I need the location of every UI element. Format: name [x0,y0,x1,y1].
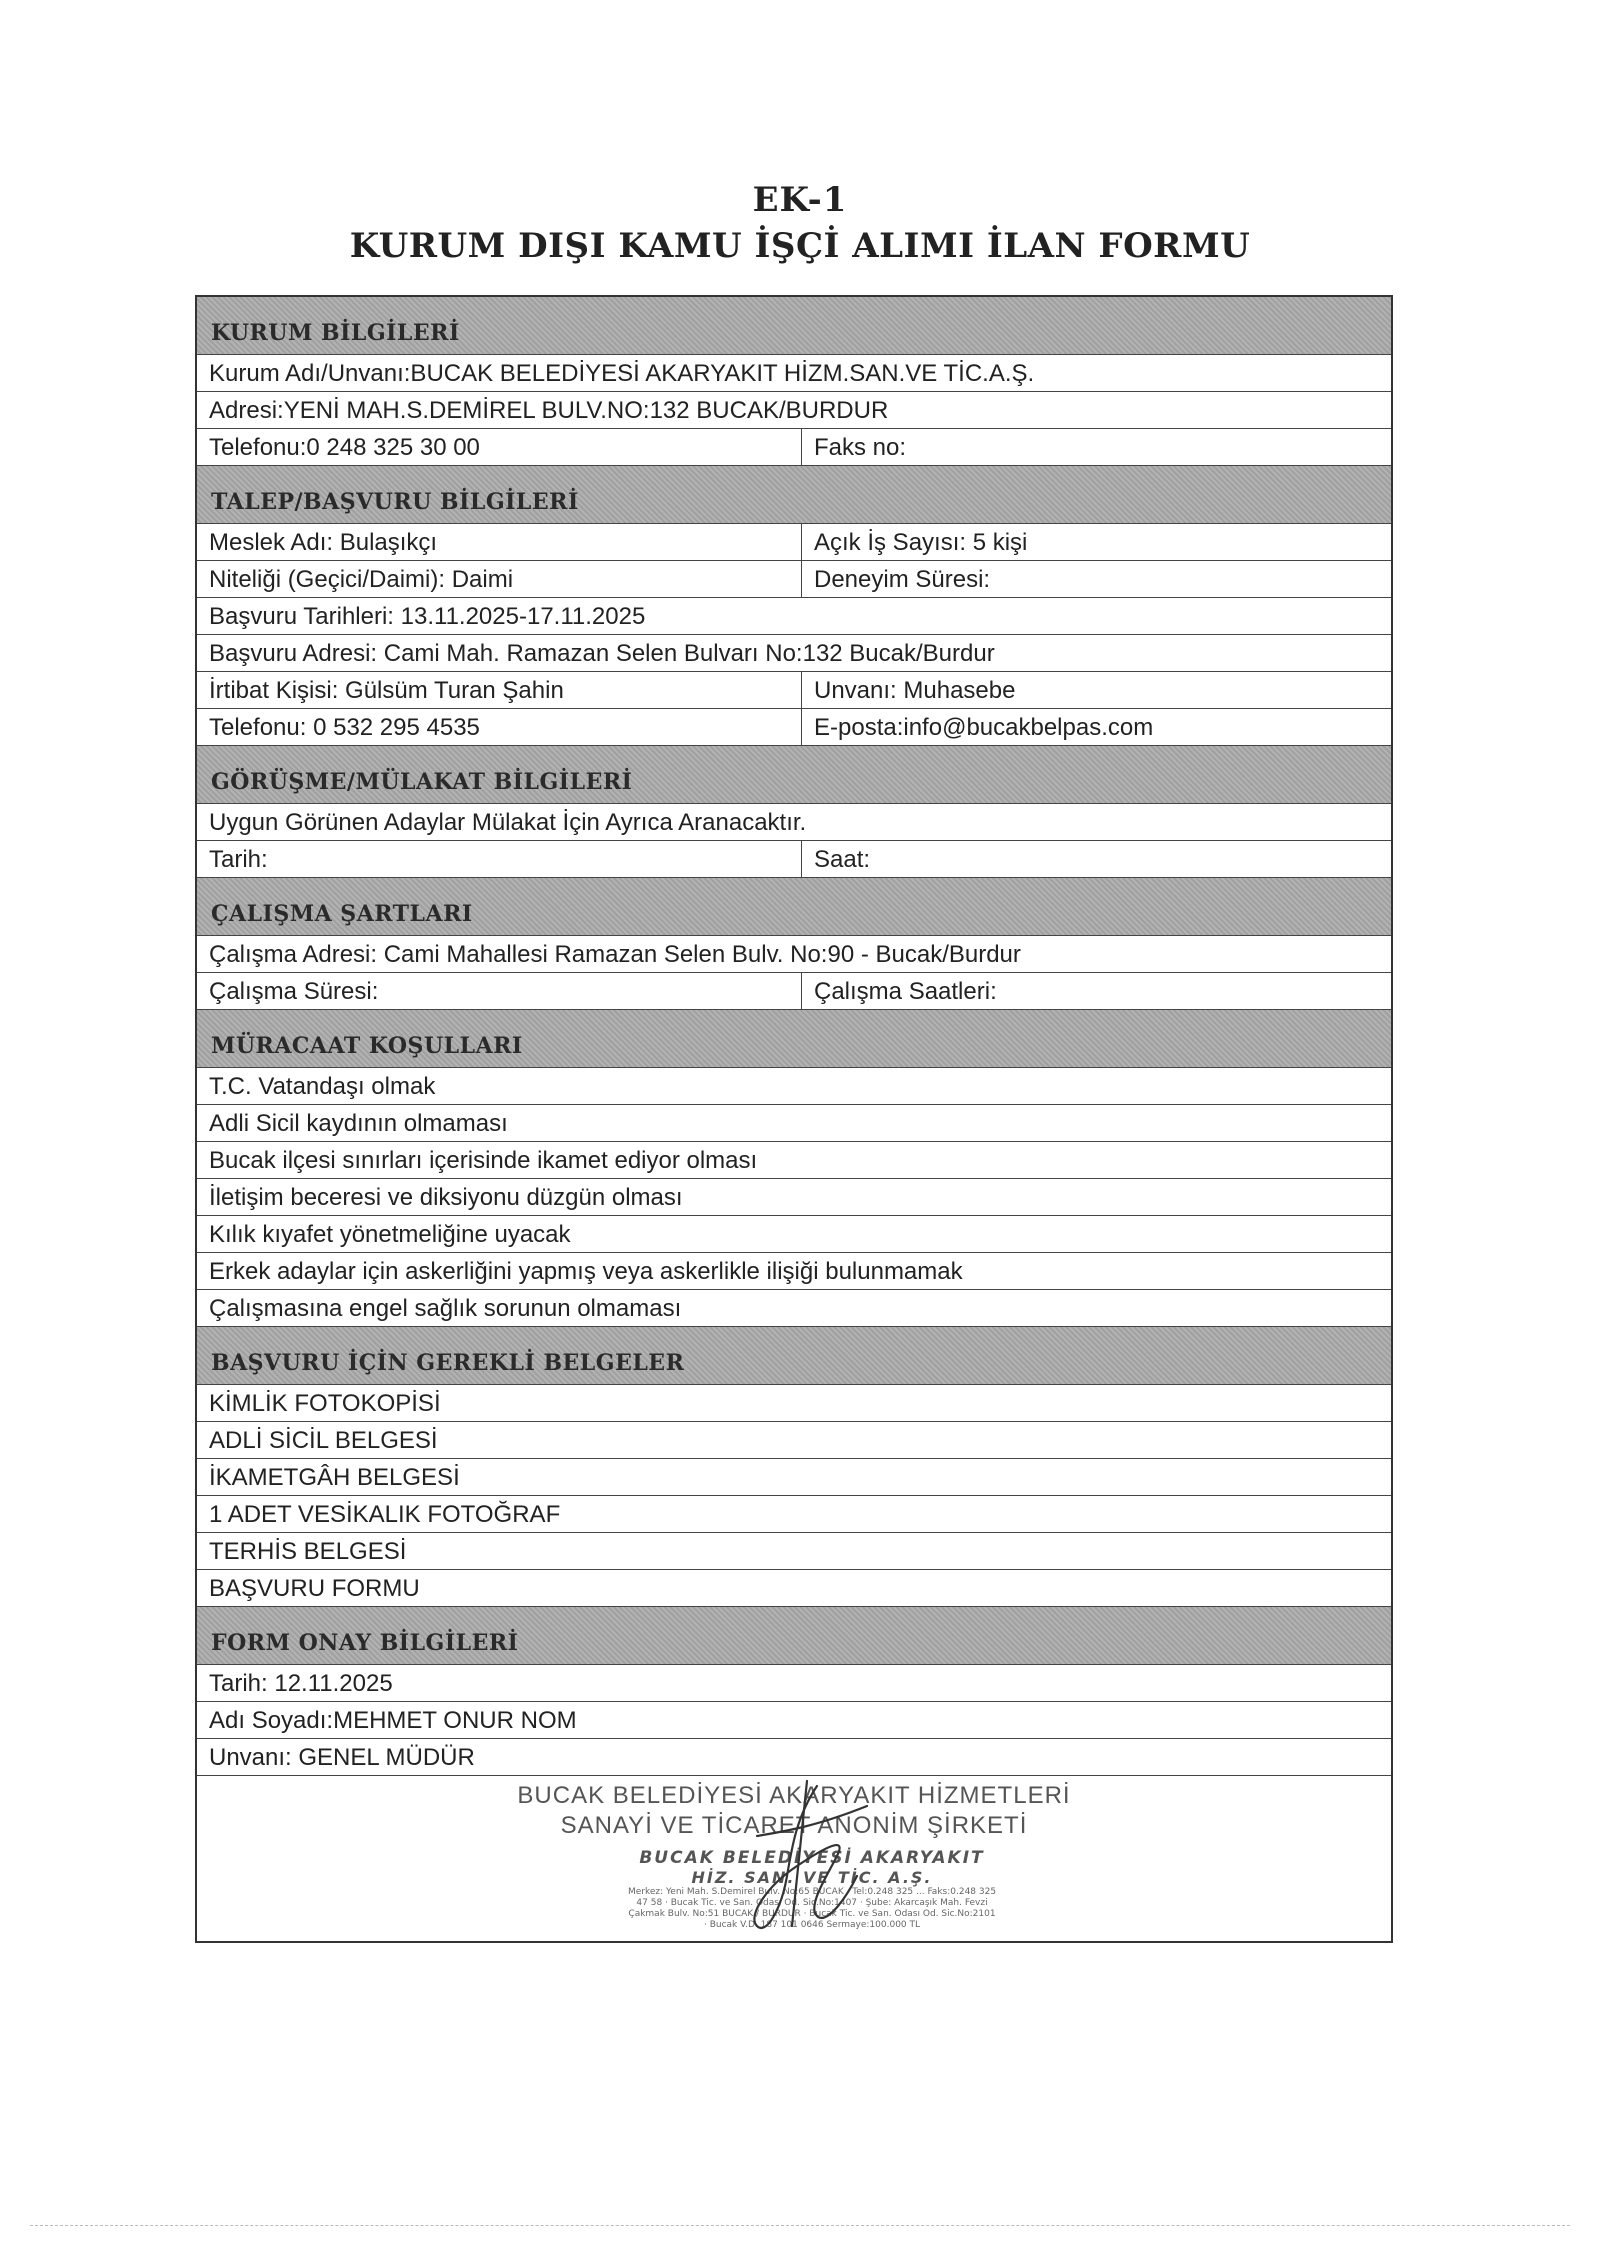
list-item [197,1459,1391,1496]
list-item [197,1216,1391,1253]
document-item: BAŞVURU FORMU [209,1575,420,1602]
contact-phone: Telefonu: 0 532 295 4535 [197,709,802,745]
form-row [197,1665,1391,1702]
approver-name: Adı Soyadı:MEHMET ONUR NOM [209,1707,577,1734]
condition-item: Kılık kıyafet yönetmeliğine uyacak [209,1221,571,1248]
form-row [197,635,1391,672]
list-item [197,1068,1391,1105]
institution-name: Kurum Adı/Unvanı:BUCAK BELEDİYESİ AKARYAKIT HİZM.SAN.VE TİC.A.Ş. [209,360,1035,387]
seal-small-print: Merkez: Yeni Mah. S.Demirel Bulv. No:65 BUCAK · Tel:0.248 325 ... Faks:0.248 325 47 58 · Bucak Tic. ve San. Odası Od. Sic.No:1407 · Şube: Akarcaşık Mah. Fevzi Çakmak Bulv. No:51 BUCAK / BURDUR · Bucak Tic. ve San. Odası Od. Sic.No:2101 · Bucak V.D. 187 101 0646 Sermaye:100.000 TL [627,1887,997,1930]
application-address: Başvuru Adresi: Cami Mah. Ramazan Selen Bulvarı No:132 Bucak/Burdur [209,640,995,667]
list-item [197,1496,1391,1533]
section-kurum-bilgileri [197,297,1391,355]
document-item: İKAMETGÂH BELGESİ [209,1464,460,1491]
document-item: TERHİS BELGESİ [209,1538,407,1565]
work-hours: Çalışma Saatleri: [814,978,997,1005]
form-row [197,804,1391,841]
section-heading: KURUM BİLGİLERİ [211,320,460,346]
document-item: 1 ADET VESİKALIK FOTOĞRAF [209,1501,561,1528]
list-item [197,1570,1391,1607]
interview-note: Uygun Görünen Adaylar Mülakat İçin Ayrıca Aranacaktır. [209,809,807,836]
form-row [197,598,1391,635]
list-item [197,1422,1391,1459]
form-row [197,709,1391,746]
contact-email: E-posta:info@bucakbelpas.com [814,714,1154,741]
form-row [197,429,1391,466]
section-gerekli-belgeler [197,1327,1391,1385]
seal-line2: HİZ. SAN. VE TİC. A.Ş. [691,1868,933,1887]
section-gorusme-mulakat [197,746,1391,804]
institution-phone: Telefonu:0 248 325 30 00 [197,429,802,465]
approver-title: Unvanı: GENEL MÜDÜR [209,1744,475,1771]
section-talep-basvuru [197,466,1391,524]
list-item [197,1142,1391,1179]
condition-item: Bucak ilçesi sınırları içerisinde ikamet ediyor olması [209,1147,758,1174]
interview-time: Saat: [814,846,871,873]
work-duration: Çalışma Süresi: [197,973,802,1009]
document-item: KİMLİK FOTOKOPİSİ [209,1390,441,1417]
section-heading: TALEP/BAŞVURU BİLGİLERİ [211,489,579,515]
section-form-onay [197,1607,1391,1665]
condition-item: Adli Sicil kaydının olmaması [209,1110,508,1137]
section-heading: BAŞVURU İÇİN GEREKLİ BELGELER [211,1350,685,1376]
list-item [197,1179,1391,1216]
contact-person: İrtibat Kişisi: Gülsüm Turan Şahin [197,672,802,708]
condition-item: Çalışmasına engel sağlık sorunun olmaması [209,1295,682,1322]
experience-duration: Deneyim Süresi: [814,566,991,593]
form-title: KURUM DIŞI KAMU İŞÇİ ALIMI İLAN FORMU [349,226,1251,266]
section-calisma-sartlari [197,878,1391,936]
interview-date: Tarih: [197,841,802,877]
section-heading: FORM ONAY BİLGİLERİ [211,1630,519,1656]
condition-item: İletişim beceresi ve diksiyonu düzgün olması [209,1184,683,1211]
occupation-name: Meslek Adı: Bulaşıkçı [197,524,802,560]
title-block [0,180,1600,266]
form-row [197,973,1391,1010]
institution-fax: Faks no: [814,434,907,461]
form-row [197,355,1391,392]
form-row [197,936,1391,973]
seal-line1: BUCAK BELEDİYESİ AKARYAKIT [639,1848,985,1868]
list-item [197,1290,1391,1327]
list-item [197,1533,1391,1570]
document-item: ADLİ SİCİL BELGESİ [209,1427,438,1454]
signature-icon [697,1776,917,1946]
form-annex-label: EK-1 [752,180,848,220]
form-row [197,1702,1391,1739]
section-heading: MÜRACAAT KOŞULLARI [211,1033,523,1059]
form-row [197,1739,1391,1776]
application-dates: Başvuru Tarihleri: 13.11.2025-17.11.2025 [209,603,646,630]
open-positions: Açık İş Sayısı: 5 kişi [814,529,1028,556]
form-row [197,561,1391,598]
company-stamp-line2: SANAYİ VE TİCARET ANONİM ŞİRKETİ [560,1812,1028,1839]
list-item [197,1253,1391,1290]
form-row [197,392,1391,429]
form-row [197,524,1391,561]
approval-date: Tarih: 12.11.2025 [209,1670,393,1697]
work-address: Çalışma Adresi: Cami Mahallesi Ramazan Selen Bulv. No:90 - Bucak/Burdur [209,941,1021,968]
form-row [197,841,1391,878]
condition-item: Erkek adaylar için askerliğini yapmış veya askerlikle ilişiği bulunmamak [209,1258,963,1285]
condition-item: T.C. Vatandaşı olmak [209,1073,436,1100]
section-muracaat-kosullari [197,1010,1391,1068]
employment-type: Niteliği (Geçici/Daimi): Daimi [197,561,802,597]
list-item [197,1105,1391,1142]
scan-edge-line [30,2225,1570,2226]
company-stamp-line1: BUCAK BELEDİYESİ AKARYAKIT HİZMETLERİ [517,1782,1071,1809]
section-heading: GÖRÜŞME/MÜLAKAT BİLGİLERİ [211,769,633,795]
list-item [197,1385,1391,1422]
section-heading: ÇALIŞMA ŞARTLARI [211,901,473,927]
stamp-area [197,1776,1391,1941]
institution-address: Adresi:YENİ MAH.S.DEMİREL BULV.NO:132 BUCAK/BURDUR [209,397,889,424]
form-row [197,672,1391,709]
contact-title: Unvanı: Muhasebe [814,677,1016,704]
announcement-form [195,295,1393,1943]
